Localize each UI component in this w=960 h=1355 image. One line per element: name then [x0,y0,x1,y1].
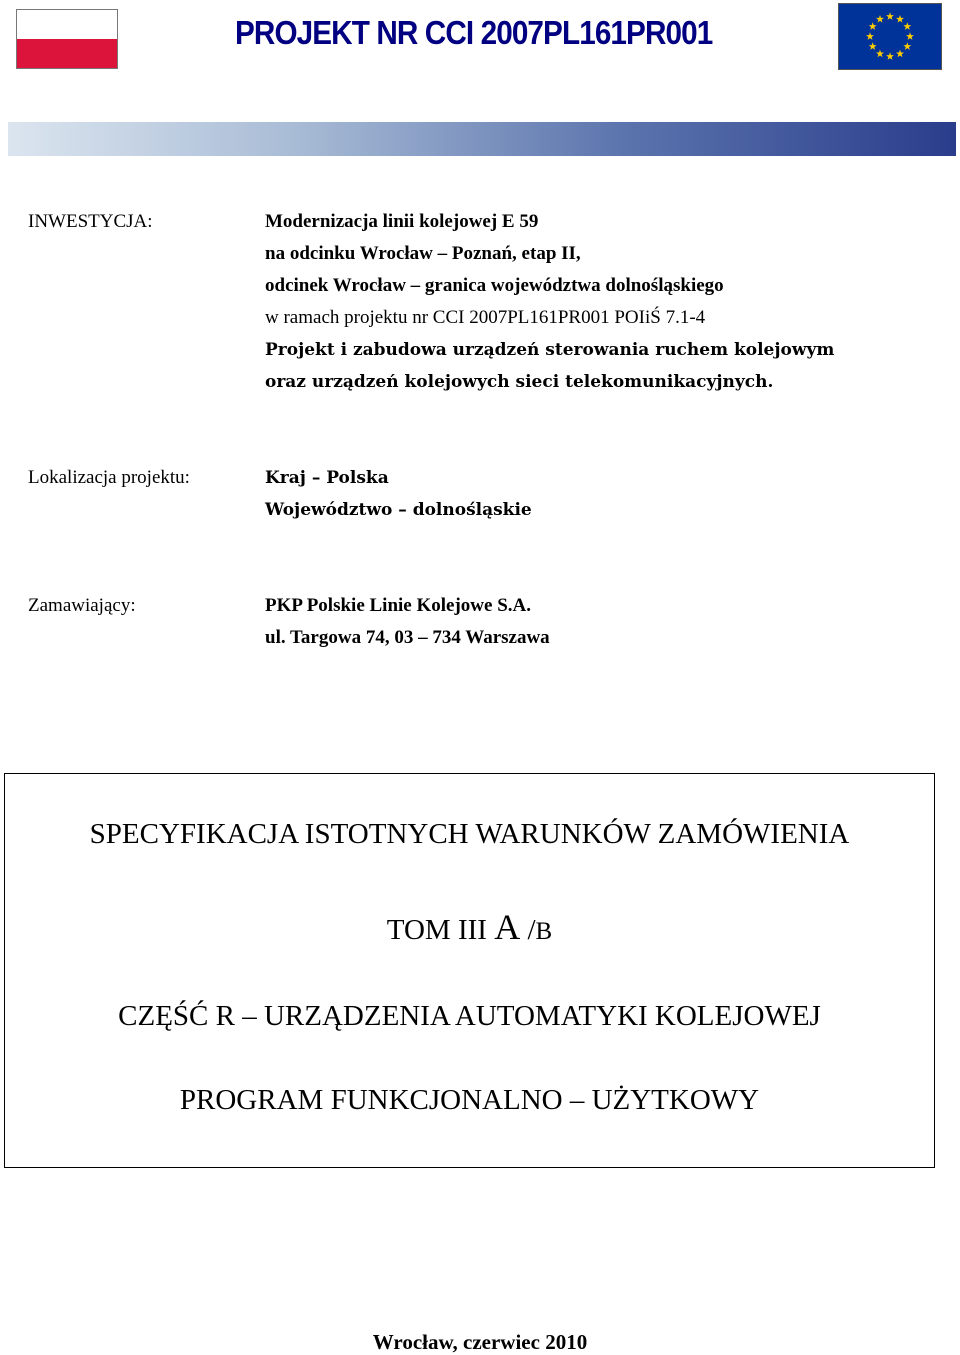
eu-flag-icon [838,3,942,70]
location-country: Kraj – Polska [265,468,389,488]
volume-prefix: TOM III [386,914,495,946]
project-number-title: PROJEKT NR CCI 2007PL161PR001 [235,14,713,51]
investment-line-5: Projekt i zabudowa urządzeń sterowania ruchem kolejowym [265,340,835,360]
poland-flag-icon [16,9,118,69]
eu-star-icon [869,22,877,30]
volume-a: A [494,907,521,947]
client-label: Zamawiający: [28,595,136,616]
eu-star-icon [896,15,904,23]
investment-label: INWESTYCJA: [28,211,153,232]
eu-star-icon [896,50,904,58]
investment-line-2: na odcinku Wrocław – Poznań, etap II, [265,243,581,264]
eu-star-icon [866,32,874,40]
investment-line-4: w ramach projektu nr CCI 2007PL161PR001 POIiŚ 7.1-4 [265,307,706,328]
eu-star-icon [903,22,911,30]
eu-star-icon [906,32,914,40]
volume-slash: / [520,914,536,946]
investment-line-1: Modernizacja linii kolejowej E 59 [265,211,539,232]
investment-section [0,206,960,406]
location-label: Lokalizacja projektu: [28,467,190,488]
eu-star-icon [876,50,884,58]
eu-star-icon [886,52,894,60]
header-gradient-bar [8,122,956,156]
investment-line-6: oraz urządzeń kolejowych sieci telekomunikacyjnych. [265,372,774,392]
part-title: CZĘŚĆ R – URZĄDZENIA AUTOMATYKI KOLEJOWEJ [118,1000,821,1032]
program-title: PROGRAM FUNKCJONALNO – UŻYTKOWY [179,1084,760,1116]
eu-star-icon [869,42,877,50]
title-box [4,773,935,1168]
client-name: PKP Polskie Linie Kolejowe S.A. [265,595,531,616]
client-address: ul. Targowa 74, 03 – 734 Warszawa [265,627,550,648]
eu-star-icon [903,42,911,50]
client-section [0,590,960,660]
investment-line-3: odcinek Wrocław – granica województwa dolnośląskiego [265,275,724,296]
spec-title: SPECYFIKACJA ISTOTNYCH WARUNKÓW ZAMÓWIENIA [89,818,850,850]
eu-star-icon [886,12,894,20]
volume-title [5,906,934,948]
eu-star-icon [876,15,884,23]
place-date: Wrocław, czerwiec 2010 [372,1330,588,1354]
location-section [0,462,960,532]
location-voivodeship: Województwo – dolnośląskie [265,500,532,520]
volume-b: B [535,918,553,945]
